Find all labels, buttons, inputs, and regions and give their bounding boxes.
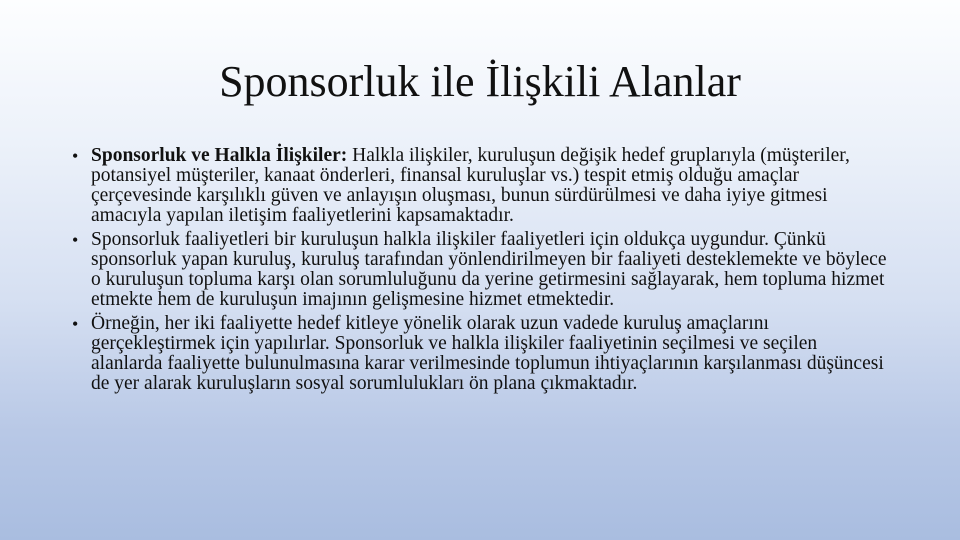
bullet-item-sponsorluk-faaliyetleri: [72, 230, 892, 310]
bullet-body-text: Örneğin, her iki faaliyette hedef kitleye yönelik olarak uzun vadede kuruluş amaçlarını gerçekleştirmek için yapılırlar. Sponsorluk ve halkla ilişkiler faaliyetinin seçilmesi ve seçilen alanlarda faaliyette bulunulmasına karar verilmesinde toplumun ihtiyaçlarının karşılanması düşüncesi de yer alarak kuruluşların sosyal sorumlulukları ön plana çıkmaktadır.: [91, 313, 884, 394]
bullet-dot-icon: •: [72, 314, 79, 334]
bullet-list: [72, 146, 892, 398]
bullet-item-ornegin: [72, 314, 892, 394]
bullet-body-text: Sponsorluk faaliyetleri bir kuruluşun halkla ilişkiler faaliyetleri için oldukça uygundur. Çünkü sponsorluk yapan kuruluş, kuruluş tarafından yönlendirilmeyen bir faaliyeti desteklemekte ve böylece o kuruluşun topluma karşı olan sorumluluğunu da yerine getirmesini sağlayarak, hem topluma hizmet etmekte hem de kuruluşun imajının gelişmesine hizmet etmektedir.: [91, 229, 887, 310]
bullet-dot-icon: •: [72, 146, 79, 166]
slide-title: Sponsorluk ile İlişkili Alanlar: [219, 57, 741, 106]
bullet-lead-text: Sponsorluk ve Halkla İlişkiler:: [91, 145, 348, 166]
bullet-body-text: Halkla ilişkiler, kuruluşun değişik hedef gruplarıyla (müşteriler, potansiyel müşteriler, kanaat önderleri, finansal kuruluşlar vs.) tespit etmiş olduğu amaçlar çerçevesinde karşılıklı güven ve anlayışın oluşması, bunun sürdürülmesi ve daha iyiye gitmesi amacıyla yapılan iletişim faaliyetlerini kapsamaktadır.: [91, 145, 850, 226]
bullet-item-halkla-iliskiler: [72, 146, 892, 226]
bullet-dot-icon: •: [72, 230, 79, 250]
